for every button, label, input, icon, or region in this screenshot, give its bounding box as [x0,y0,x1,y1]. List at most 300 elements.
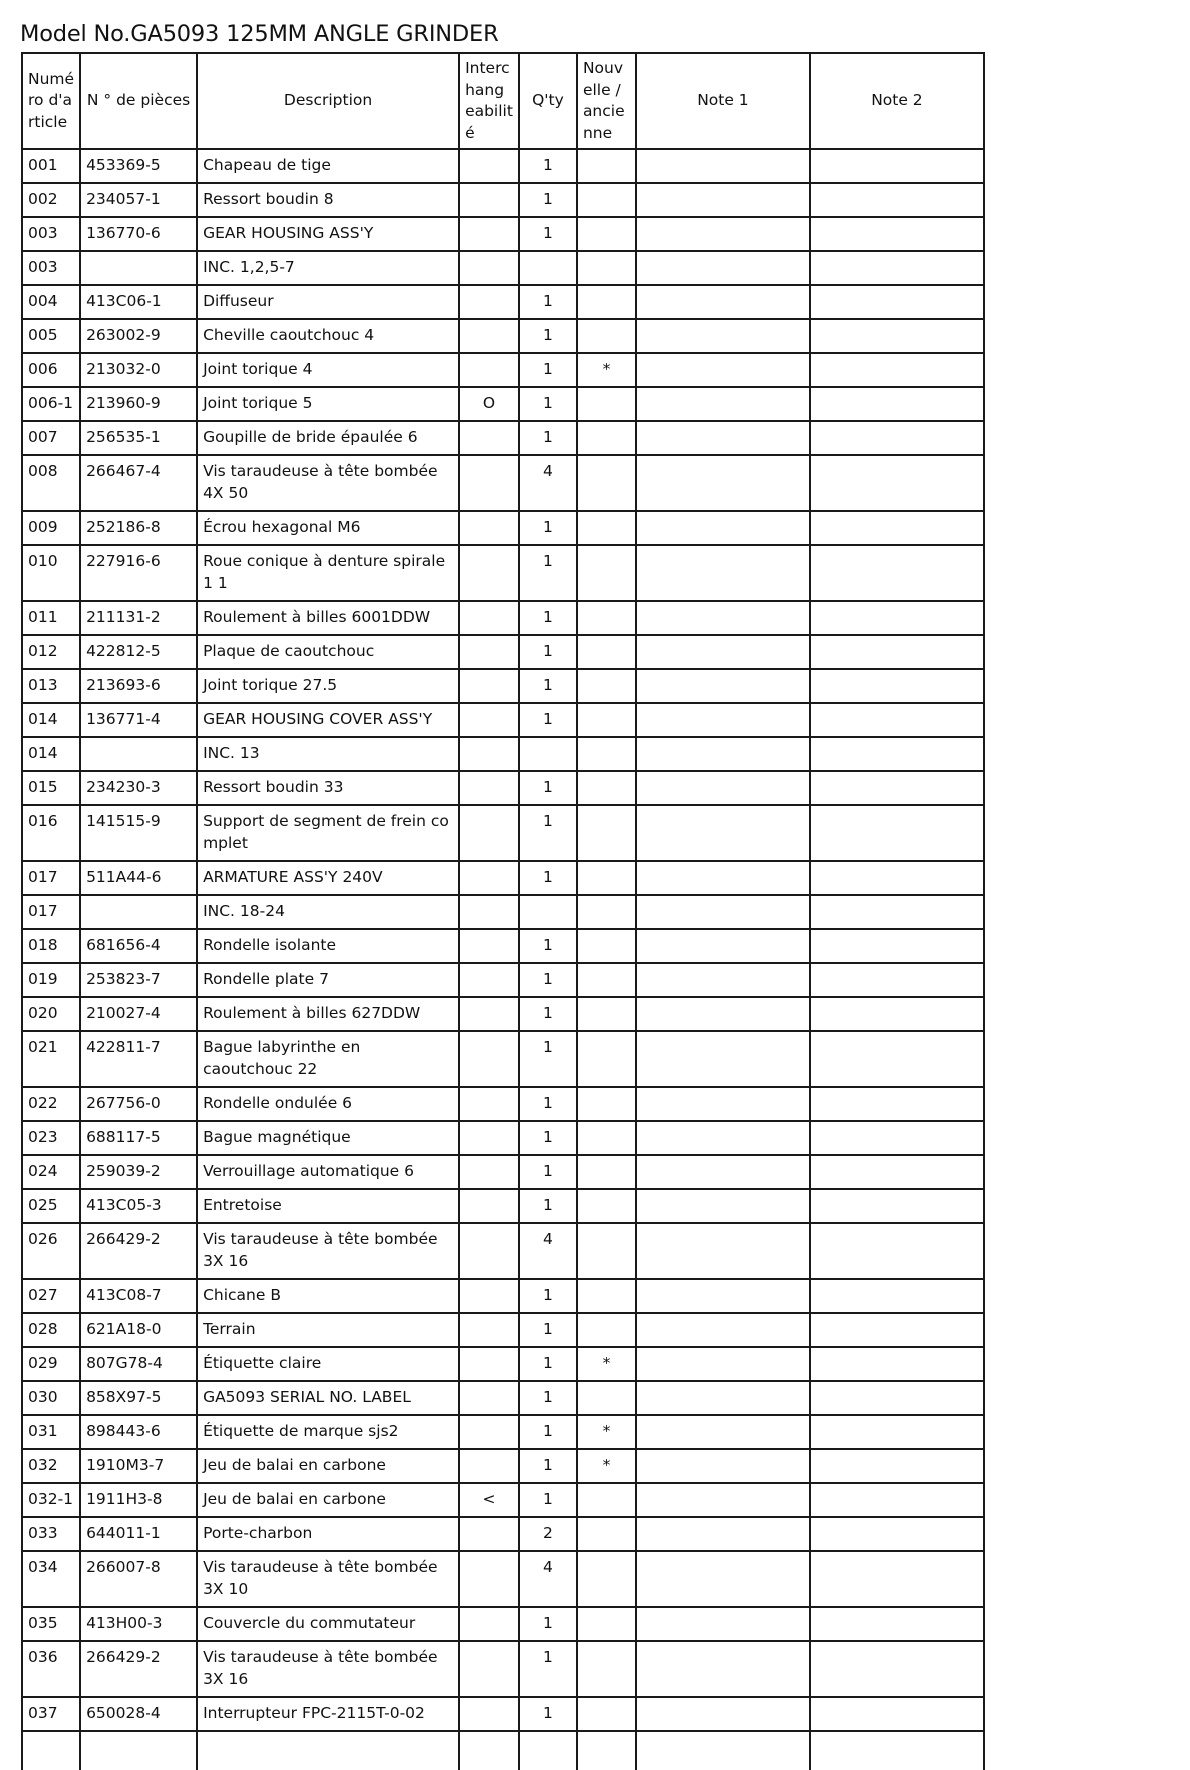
interchangeability-cell [459,1449,519,1483]
header-description: Description [197,53,459,149]
table-row [22,387,984,421]
quantity-cell: 4 [519,1551,577,1607]
header-new-old: Nouv elle / ancie nne [577,53,636,149]
quantity-cell: 1 [519,861,577,895]
part-number-cell: 688117-5 [80,1121,197,1155]
parts-table [21,52,985,1770]
note-2-cell [810,929,984,963]
item-number-cell: 005 [22,319,80,353]
description-cell: Chapeau de tige [197,149,459,183]
new-old-cell [577,805,636,861]
note-1-cell [636,805,810,861]
description-cell: Écrou hexagonal M6 [197,511,459,545]
item-number-cell: 016 [22,805,80,861]
interchangeability-cell [459,1087,519,1121]
part-number-cell: 511A44-6 [80,861,197,895]
quantity-cell: 1 [519,511,577,545]
table-header [22,53,984,149]
table-row [22,895,984,929]
interchangeability-cell [459,353,519,387]
part-number-cell: 858X97-5 [80,1381,197,1415]
new-old-cell [577,635,636,669]
table-row [22,149,984,183]
note-1-cell [636,1551,810,1607]
note-1-cell [636,1381,810,1415]
note-1-cell [636,997,810,1031]
interchangeability-cell: O [459,387,519,421]
new-old-cell: * [577,1449,636,1483]
note-2-cell [810,1087,984,1121]
table-row [22,183,984,217]
description-cell: INC. 13 [197,737,459,771]
table-row [22,963,984,997]
interchangeability-cell [459,669,519,703]
note-2-cell [810,183,984,217]
note-1-cell [636,1121,810,1155]
interchangeability-cell [459,1031,519,1087]
interchangeability-cell [459,1121,519,1155]
quantity-cell: 1 [519,1155,577,1189]
table-row [22,1641,984,1697]
table-row [22,251,984,285]
note-2-cell [810,1121,984,1155]
description-cell: Rondelle plate 7 [197,963,459,997]
table-row [22,353,984,387]
part-number-cell: 413C05-3 [80,1189,197,1223]
interchangeability-cell [459,861,519,895]
interchangeability-cell [459,1279,519,1313]
quantity-cell: 4 [519,1223,577,1279]
quantity-cell: 1 [519,285,577,319]
note-2-cell [810,1517,984,1551]
note-2-cell [810,149,984,183]
item-number-cell: 015 [22,771,80,805]
table-row [22,1279,984,1313]
item-number-cell: 034 [22,1551,80,1607]
item-number-cell: 014 [22,737,80,771]
item-number-cell: 022 [22,1087,80,1121]
item-number-cell: 011 [22,601,80,635]
new-old-cell [577,1121,636,1155]
description-cell: Bague magnétique [197,1121,459,1155]
new-old-cell [577,511,636,545]
interchangeability-cell [459,217,519,251]
quantity-cell: 1 [519,1347,577,1381]
table-row [22,1517,984,1551]
note-1-cell [636,251,810,285]
note-2-cell [810,861,984,895]
interchangeability-cell [459,601,519,635]
note-1-cell [636,1607,810,1641]
table-row [22,1121,984,1155]
interchangeability-cell [459,149,519,183]
note-1-cell [636,895,810,929]
table-row [22,1155,984,1189]
interchangeability-cell [459,805,519,861]
part-number-cell: 1910M3-7 [80,1449,197,1483]
table-row [22,1551,984,1607]
item-number-cell: 001 [22,149,80,183]
interchangeability-cell [459,421,519,455]
item-number-cell: 030 [22,1381,80,1415]
table-row [22,997,984,1031]
note-2-cell [810,1449,984,1483]
part-number-cell: 621A18-0 [80,1313,197,1347]
quantity-cell: 1 [519,1031,577,1087]
new-old-cell [577,997,636,1031]
description-cell: Joint torique 27.5 [197,669,459,703]
note-2-cell [810,1551,984,1607]
note-1-cell [636,217,810,251]
page-title: Model No.GA5093 125MM ANGLE GRINDER [20,21,499,47]
note-2-cell [810,353,984,387]
table-row [22,805,984,861]
description-cell: Verrouillage automatique 6 [197,1155,459,1189]
new-old-cell [577,1697,636,1731]
table-row [22,771,984,805]
part-number-cell: 413C06-1 [80,285,197,319]
interchangeability-cell [459,929,519,963]
note-1-cell [636,1517,810,1551]
part-number-cell: 263002-9 [80,319,197,353]
item-number-cell: 025 [22,1189,80,1223]
description-cell: Étiquette claire [197,1347,459,1381]
quantity-cell: 1 [519,1189,577,1223]
new-old-cell [577,149,636,183]
note-2-cell [810,1189,984,1223]
part-number-cell: 253823-7 [80,963,197,997]
interchangeability-cell [459,285,519,319]
note-2-cell [810,771,984,805]
part-number-cell: 266007-8 [80,1551,197,1607]
new-old-cell [577,387,636,421]
note-2-cell [810,285,984,319]
quantity-cell: 1 [519,1697,577,1731]
quantity-cell [519,251,577,285]
table-row [22,635,984,669]
description-cell: Ressort boudin 8 [197,183,459,217]
quantity-cell: 1 [519,319,577,353]
item-number-cell: 012 [22,635,80,669]
new-old-cell [577,601,636,635]
note-2-cell [810,251,984,285]
description-cell: INC. 1,2,5-7 [197,251,459,285]
note-2-cell [810,997,984,1031]
part-number-cell: 210027-4 [80,997,197,1031]
item-number-cell: 021 [22,1031,80,1087]
table-row [22,1223,984,1279]
description-cell: INC. 18-24 [197,895,459,929]
note-2-cell [810,737,984,771]
note-2-cell [810,421,984,455]
note-1-cell [636,353,810,387]
interchangeability-cell [459,1313,519,1347]
quantity-cell: 1 [519,1279,577,1313]
part-number-cell: 644011-1 [80,1517,197,1551]
item-number-cell: 024 [22,1155,80,1189]
table-row [22,929,984,963]
interchangeability-cell [459,1189,519,1223]
quantity-cell [519,895,577,929]
note-2-cell [810,1223,984,1279]
part-number-cell: 234230-3 [80,771,197,805]
new-old-cell [577,455,636,511]
part-number-cell: 453369-5 [80,149,197,183]
interchangeability-cell [459,1641,519,1697]
new-old-cell [577,1731,636,1770]
new-old-cell [577,1381,636,1415]
table-row [22,1483,984,1517]
note-2-cell [810,895,984,929]
description-cell: Roulement à billes 6001DDW [197,601,459,635]
header-note-2: Note 2 [810,53,984,149]
header-interchangeability: Interc hang eabilit é [459,53,519,149]
table-row [22,601,984,635]
description-cell: Interrupteur FPC-2115T-0-02 [197,1697,459,1731]
part-number-cell: 422812-5 [80,635,197,669]
table-row [22,421,984,455]
new-old-cell [577,1223,636,1279]
description-cell: Plaque de caoutchouc [197,635,459,669]
part-number-cell [80,895,197,929]
table-row [22,1449,984,1483]
part-number-cell: 266467-4 [80,455,197,511]
quantity-cell: 1 [519,929,577,963]
description-cell [197,1731,459,1770]
table-body [22,149,984,1770]
note-1-cell [636,1415,810,1449]
note-2-cell [810,455,984,511]
note-2-cell [810,1415,984,1449]
new-old-cell [577,861,636,895]
part-number-cell: 256535-1 [80,421,197,455]
header-item-number: Numé ro d'a rticle [22,53,80,149]
note-1-cell [636,771,810,805]
note-2-cell [810,635,984,669]
header-quantity: Q'ty [519,53,577,149]
quantity-cell: 1 [519,997,577,1031]
new-old-cell [577,251,636,285]
quantity-cell: 1 [519,1121,577,1155]
note-2-cell [810,1381,984,1415]
description-cell: Vis taraudeuse à tête bombée 3X 10 [197,1551,459,1607]
note-1-cell [636,1313,810,1347]
item-number-cell: 027 [22,1279,80,1313]
part-number-cell: 267756-0 [80,1087,197,1121]
table-row [22,455,984,511]
part-number-cell [80,1731,197,1770]
quantity-cell: 1 [519,545,577,601]
table-row [22,669,984,703]
item-number-cell: 031 [22,1415,80,1449]
quantity-cell: 2 [519,1517,577,1551]
part-number-cell: 213032-0 [80,353,197,387]
interchangeability-cell [459,635,519,669]
description-cell: Rondelle isolante [197,929,459,963]
item-number-cell: 032 [22,1449,80,1483]
table-row [22,1415,984,1449]
interchangeability-cell [459,251,519,285]
new-old-cell [577,963,636,997]
description-cell: Roue conique à denture spirale 1 1 [197,545,459,601]
part-number-cell: 211131-2 [80,601,197,635]
quantity-cell: 1 [519,805,577,861]
new-old-cell [577,545,636,601]
quantity-cell: 4 [519,455,577,511]
description-cell: Étiquette de marque sjs2 [197,1415,459,1449]
interchangeability-cell [459,455,519,511]
interchangeability-cell: < [459,1483,519,1517]
quantity-cell [519,1731,577,1770]
quantity-cell: 1 [519,1607,577,1641]
header-row [22,53,984,149]
quantity-cell: 1 [519,183,577,217]
description-cell: GEAR HOUSING COVER ASS'Y [197,703,459,737]
interchangeability-cell [459,1415,519,1449]
item-number-cell: 003 [22,217,80,251]
description-cell: ARMATURE ASS'Y 240V [197,861,459,895]
item-number-cell: 017 [22,861,80,895]
part-number-cell: 266429-2 [80,1641,197,1697]
interchangeability-cell [459,1155,519,1189]
note-2-cell [810,1313,984,1347]
part-number-cell [80,251,197,285]
interchangeability-cell [459,1551,519,1607]
item-number-cell: 008 [22,455,80,511]
new-old-cell [577,1031,636,1087]
new-old-cell [577,1483,636,1517]
quantity-cell: 1 [519,963,577,997]
note-2-cell [810,601,984,635]
note-1-cell [636,1347,810,1381]
interchangeability-cell [459,1223,519,1279]
table-row [22,217,984,251]
interchangeability-cell [459,737,519,771]
note-2-cell [810,1641,984,1697]
note-1-cell [636,1223,810,1279]
item-number-cell: 007 [22,421,80,455]
interchangeability-cell [459,183,519,217]
note-2-cell [810,805,984,861]
part-number-cell: 422811-7 [80,1031,197,1087]
note-1-cell [636,511,810,545]
description-cell: Vis taraudeuse à tête bombée 4X 50 [197,455,459,511]
note-1-cell [636,149,810,183]
item-number-cell: 018 [22,929,80,963]
part-number-cell [80,737,197,771]
note-1-cell [636,455,810,511]
description-cell: Goupille de bride épaulée 6 [197,421,459,455]
description-cell: Vis taraudeuse à tête bombée 3X 16 [197,1641,459,1697]
description-cell: Bague labyrinthe en caoutchouc 22 [197,1031,459,1087]
description-cell: Entretoise [197,1189,459,1223]
table-row [22,1381,984,1415]
item-number-cell: 037 [22,1697,80,1731]
note-1-cell [636,1697,810,1731]
item-number-cell: 026 [22,1223,80,1279]
item-number-cell: 020 [22,997,80,1031]
table-row [22,1607,984,1641]
quantity-cell: 1 [519,669,577,703]
quantity-cell: 1 [519,217,577,251]
interchangeability-cell [459,771,519,805]
quantity-cell: 1 [519,1449,577,1483]
note-1-cell [636,737,810,771]
note-2-cell [810,1031,984,1087]
new-old-cell [577,217,636,251]
new-old-cell [577,319,636,353]
description-cell: GA5093 SERIAL NO. LABEL [197,1381,459,1415]
header-note-1: Note 1 [636,53,810,149]
table-row [22,1313,984,1347]
description-cell: Cheville caoutchouc 4 [197,319,459,353]
description-cell: Ressort boudin 33 [197,771,459,805]
note-2-cell [810,217,984,251]
note-1-cell [636,1031,810,1087]
quantity-cell: 1 [519,149,577,183]
new-old-cell: * [577,1347,636,1381]
part-number-cell: 1911H3-8 [80,1483,197,1517]
note-1-cell [636,545,810,601]
table-row [22,1031,984,1087]
quantity-cell: 1 [519,1087,577,1121]
interchangeability-cell [459,511,519,545]
part-number-cell: 136771-4 [80,703,197,737]
quantity-cell: 1 [519,353,577,387]
part-number-cell: 141515-9 [80,805,197,861]
note-2-cell [810,703,984,737]
description-cell: Chicane B [197,1279,459,1313]
note-1-cell [636,285,810,319]
new-old-cell [577,1607,636,1641]
note-2-cell [810,1731,984,1770]
note-1-cell [636,669,810,703]
quantity-cell: 1 [519,387,577,421]
quantity-cell: 1 [519,1415,577,1449]
description-cell: Joint torique 4 [197,353,459,387]
part-number-cell: 213960-9 [80,387,197,421]
note-1-cell [636,421,810,455]
table-row [22,1347,984,1381]
note-1-cell [636,963,810,997]
new-old-cell [577,1641,636,1697]
new-old-cell [577,737,636,771]
interchangeability-cell [459,319,519,353]
quantity-cell: 1 [519,601,577,635]
header-part-number: N ° de pièces [80,53,197,149]
new-old-cell [577,895,636,929]
table-row [22,511,984,545]
part-number-cell: 413H00-3 [80,1607,197,1641]
note-1-cell [636,1279,810,1313]
table-row [22,1087,984,1121]
description-cell: Rondelle ondulée 6 [197,1087,459,1121]
description-cell: Vis taraudeuse à tête bombée 3X 16 [197,1223,459,1279]
note-1-cell [636,1087,810,1121]
item-number-cell: 019 [22,963,80,997]
description-cell: Jeu de balai en carbone [197,1483,459,1517]
new-old-cell [577,929,636,963]
quantity-cell: 1 [519,1483,577,1517]
item-number-cell: 006-1 [22,387,80,421]
interchangeability-cell [459,997,519,1031]
new-old-cell [577,703,636,737]
table-row [22,285,984,319]
new-old-cell [577,1313,636,1347]
note-1-cell [636,1155,810,1189]
quantity-cell: 1 [519,1641,577,1697]
note-1-cell [636,861,810,895]
